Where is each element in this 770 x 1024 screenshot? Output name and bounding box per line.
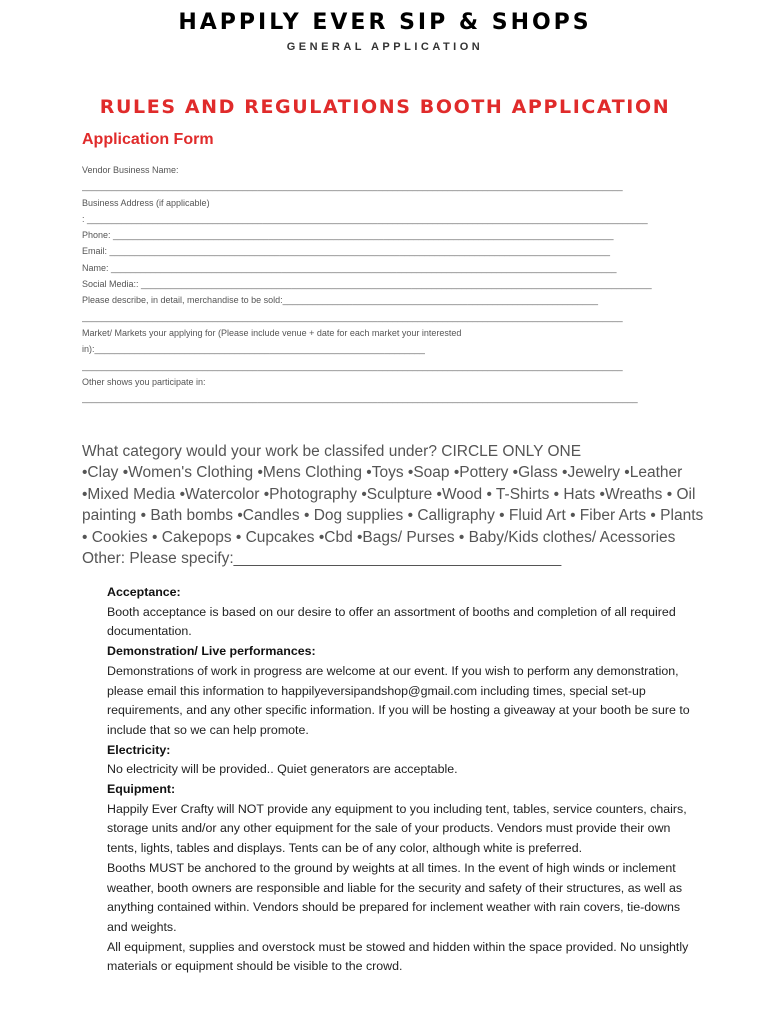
brand-title: HAPPILY EVER SIP & SHOPS [178,10,592,35]
vendor-business-name-field[interactable]: ____________________________________________________________________________________________________________ [82,181,623,192]
equipment-anchoring-text: Booths MUST be anchored to the ground by weights at all times. In the event of high winds or inclement weather, booth owners are responsible and liable for the security and safety of their structures, as well as anything contained within. Vendors should be prepared for inclement weather with rain covers, tie-downs and weights. [107,860,683,934]
demonstration-heading: Demonstration/ Live performances: [107,644,316,659]
page-title: RULES AND REGULATIONS BOOTH APPLICATION [99,96,671,118]
form-heading: Application Form [82,131,214,148]
acceptance-heading: Acceptance: [107,585,181,599]
category-section [82,441,704,569]
business-address-label: Business Address (if applicable) [82,197,210,208]
business-address-field[interactable]: : ________________________________________________________________________________________________________________ [82,213,648,224]
merchandise-field-continued[interactable]: ____________________________________________________________________________________________________________ [82,311,623,322]
social-media-field[interactable]: Social Media:: ______________________________________________________________________________________________________ [82,279,652,290]
category-other-field[interactable]: Other: Please specify:______________________________________ [82,550,562,568]
phone-field[interactable]: Phone: ____________________________________________________________________________________________________ [82,230,614,241]
category-question: What category would your work be classifed under? CIRCLE ONLY ONE [82,443,582,460]
category-options-line: • Cookies • Cakepops • Cupcakes •Cbd •Bags/ Purses • Baby/Kids clothes/ Acessories [82,528,676,546]
application-form [82,162,682,406]
category-options-line: •Clay •Women's Clothing •Mens Clothing •Toys •Soap •Pottery •Glass •Jewelry •Leather [82,464,683,482]
demonstration-text: Demonstrations of work in progress are welcome at our event. If you wish to perform any demonstration, please email this information to happilyeversipandshop@gmail.com including times, special set-up requirements, and any other specific information. If you will be hosting a giveaway at your booth be sure to include that so we can help promote. [107,663,690,737]
vendor-business-name-label: Vendor Business Name: [82,165,179,175]
acceptance-text: Booth acceptance is based on our desire to offer an assortment of booths and completion of all required documentation. [107,604,676,639]
markets-field[interactable]: in):__________________________________________________________________ [82,344,425,355]
markets-label: Market/ Markets your applying for (Please include venue + date for each market your interested [82,327,462,338]
rules-section [107,583,697,977]
electricity-heading: Electricity: [107,742,171,757]
equipment-storage-text: All equipment, supplies and overstock must be stowed and hidden within the space provided. No unsightly materials or equipment should be visible to the crowd. [107,939,689,974]
other-shows-label: Other shows you participate in: [82,376,206,387]
equipment-heading: Equipment: [107,782,176,797]
email-field[interactable]: Email: ____________________________________________________________________________________________________ [82,246,611,257]
category-options-line: •Mixed Media •Watercolor •Photography •Sculpture •Wood • T-Shirts • Hats •Wreaths • Oil [82,485,696,503]
merchandise-field[interactable]: Please describe, in detail, merchandise to be sold:_______________________________________________________________ [82,295,598,306]
name-field[interactable]: Name: _____________________________________________________________________________________________________ [82,262,617,273]
equipment-text: Happily Ever Crafty will NOT provide any equipment to you including tent, tables, service counters, chairs, storage units and/or any other equipment for the sale of your products. Vendors must provide their own tents, lights, tables and displays. Tents can be of any color, although white is preferred. [107,801,687,856]
electricity-text: No electricity will be provided.. Quiet generators are acceptable. [107,762,458,777]
category-options-line: painting • Bath bombs •Candles • Dog supplies • Calligraphy • Fluid Art • Fiber Arts • Plants [82,507,704,525]
other-shows-field[interactable]: _______________________________________________________________________________________________________________ [82,393,638,404]
brand-subtitle: GENERAL APPLICATION [286,41,484,53]
markets-field-continued[interactable]: ____________________________________________________________________________________________________________ [82,360,623,371]
